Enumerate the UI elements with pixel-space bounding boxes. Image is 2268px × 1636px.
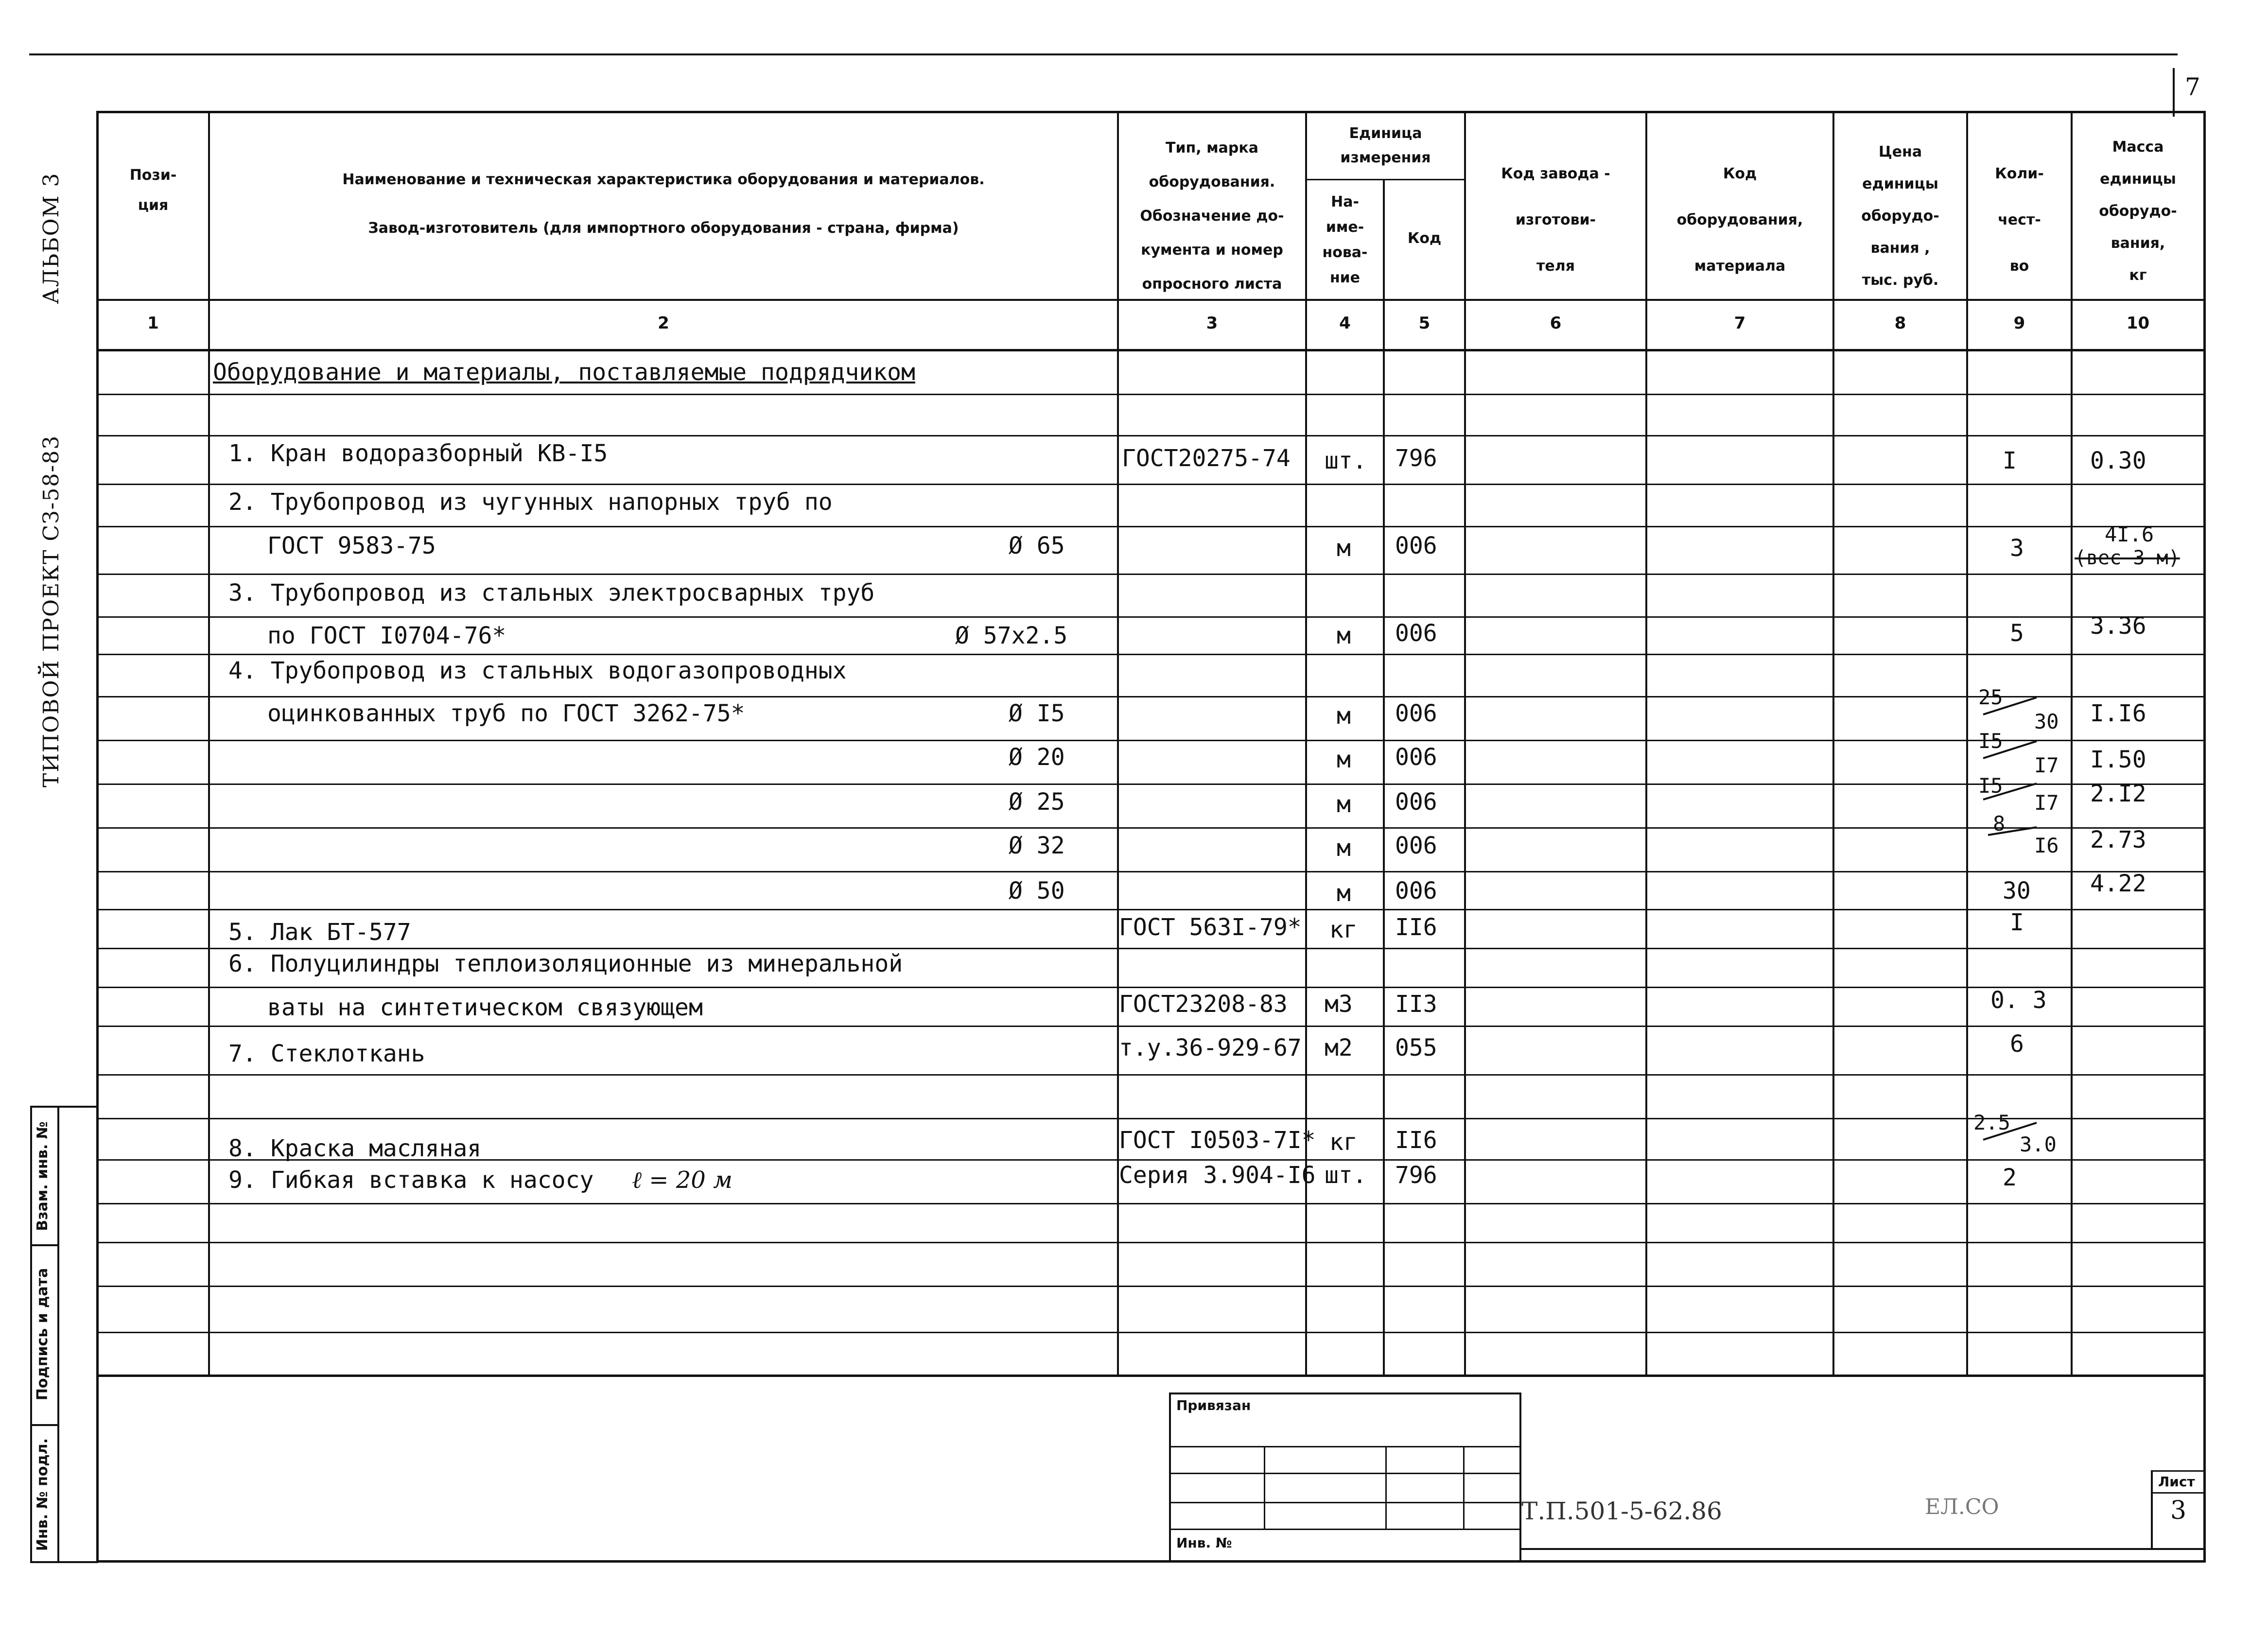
row-7-name: оцинкованных труб по ГОСТ 3262-75* (267, 700, 745, 727)
sheet-box-top (2151, 1470, 2206, 1472)
stamp-sep-2 (30, 1424, 59, 1426)
row-9-diam: Ø 25 (1009, 788, 1065, 816)
row-rule (96, 1286, 2206, 1287)
row-11-unit: м (1337, 880, 1351, 907)
fraction-slashes (1969, 680, 2076, 1166)
row-14-code: II3 (1395, 991, 1437, 1018)
row-14-qty: 0. 3 (1990, 987, 2047, 1014)
row-7-qty-a: 25 (1978, 685, 2003, 709)
slash-r9 (1983, 783, 2037, 800)
tb-h2 (1169, 1473, 1521, 1474)
row-14-name: ваты на синтетическом связующем (267, 994, 703, 1021)
hdr-type: Тип, марка оборудования. Обозначение до- кумента и номер опросного листа (1140, 139, 1284, 293)
row-10-qty-b: I6 (2034, 834, 2059, 857)
row-7-qty-b: 30 (2034, 710, 2059, 733)
row-8-qty-a: I5 (1978, 729, 2003, 753)
row-17-qty: 2 (2003, 1164, 2017, 1191)
row-8-mass: I.50 (2090, 746, 2146, 773)
row-rule (96, 1242, 2206, 1243)
row-15-code: 055 (1395, 1034, 1437, 1062)
colnum-5: 5 (1418, 313, 1431, 333)
row-rule (96, 909, 2206, 910)
row-12-code: II6 (1395, 914, 1437, 941)
sheet-box-left (2151, 1470, 2153, 1548)
colnum-bottom (96, 349, 2206, 351)
row-1-mass: 0.30 (2090, 447, 2146, 474)
row-8-diam: Ø 20 (1009, 744, 1065, 771)
row-16-unit: кг (1329, 1129, 1358, 1156)
row-rule (96, 435, 2206, 436)
page-number-tick (2173, 68, 2175, 117)
table-bottom (96, 1560, 2206, 1563)
row-1-code: 796 (1395, 445, 1437, 472)
row-rule (96, 948, 2206, 949)
row-12-unit: кг (1329, 916, 1358, 943)
row-5-qty: 5 (2010, 620, 2024, 647)
colnum-10: 10 (2126, 313, 2150, 333)
slash-r8 (1983, 741, 2037, 758)
row-16-doc: ГОСТ I0503-7I* (1119, 1127, 1316, 1154)
tb-bottom-rule (1519, 1548, 2206, 1550)
colnum-1: 1 (147, 313, 159, 333)
tb-privyazan: Привязан (1176, 1397, 1251, 1413)
slash-r16 (1983, 1123, 2037, 1140)
row-11-code: 006 (1395, 877, 1437, 905)
row-rule (96, 1118, 2206, 1119)
tb-inv-no: Инв. № (1176, 1535, 1232, 1551)
row-rule (96, 871, 2206, 872)
row-3-qty: 3 (2010, 535, 2024, 562)
row-rule (96, 987, 2206, 988)
row-5-unit: м (1337, 622, 1351, 649)
row-rule (96, 574, 2206, 575)
row-3-code: 006 (1395, 532, 1437, 559)
row-16-qty-a: 2.5 (1973, 1111, 2010, 1134)
tb-top (1169, 1392, 1521, 1394)
row-10-qty-a: 8 (1993, 812, 2006, 835)
row-10-mass: 2.73 (2090, 826, 2146, 853)
row-3-name: ГОСТ 9583-75 (267, 532, 436, 559)
row-rule (96, 616, 2206, 618)
tb-h1 (1169, 1446, 1521, 1447)
row-6-name: 4. Трубопровод из стальных водогазопроводных (228, 657, 847, 684)
hdr-price: Цена единицы оборудо- вания , тыс. руб. (1861, 143, 1939, 289)
vline-7 (1832, 111, 1834, 1375)
row-3-diam: Ø 65 (1009, 532, 1065, 559)
row-12-doc: ГОСТ 563I-79* (1119, 914, 1302, 941)
row-1-unit: шт. (1325, 447, 1367, 474)
row-rule (96, 484, 2206, 485)
row-rule (96, 1203, 2206, 1204)
row-10-unit: м (1337, 835, 1351, 862)
row-5-code: 006 (1395, 620, 1437, 647)
stamp-sep-1 (30, 1244, 59, 1246)
row-1-doc: ГОСТ20275-74 (1122, 445, 1291, 472)
row-rule (96, 1074, 2206, 1076)
vline-5 (1464, 111, 1466, 1375)
row-rule (96, 1026, 2206, 1027)
row-15-doc: т.у.36-929-67 (1119, 1034, 1302, 1062)
row-17-name: 9. Гибкая вставка к насосу (228, 1166, 594, 1194)
top-rule (29, 53, 2178, 55)
stamp-inv-podl: Инв. № подл. (34, 1438, 51, 1551)
row-8-unit: м (1337, 746, 1351, 773)
row-7-mass: I.I6 (2090, 700, 2146, 727)
sheet-number: 3 (2170, 1496, 2187, 1525)
row-9-qty-a: I5 (1978, 774, 2003, 798)
row-9-unit: м (1337, 791, 1351, 818)
hdr-unit: Единица измерения (1340, 125, 1431, 166)
vline-6 (1645, 111, 1647, 1375)
doc-code: Т.П.501-5-62.86 (1521, 1497, 1722, 1525)
row-rule (96, 827, 2206, 829)
row-10-code: 006 (1395, 832, 1437, 859)
tb-v3 (1463, 1446, 1465, 1529)
tb-h4 (1169, 1529, 1521, 1530)
row-1-name: 1. Кран водоразборный КВ-I5 (228, 440, 608, 467)
row-11-diam: Ø 50 (1009, 877, 1065, 905)
colnum-9: 9 (2013, 313, 2025, 333)
hdr-position: Пози- ция (129, 167, 177, 214)
colnum-3: 3 (1206, 313, 1218, 333)
row-rule (96, 654, 2206, 655)
row-16-code: II6 (1395, 1127, 1437, 1154)
row-rule (96, 1375, 2206, 1377)
row-13-name: 6. Полуцилиндры теплоизоляционные из минеральной (228, 950, 903, 977)
row-14-doc: ГОСТ23208-83 (1119, 991, 1288, 1018)
tb-right (1519, 1392, 1521, 1560)
row-5-name: по ГОСТ I0704-76* (267, 622, 506, 649)
table-top (96, 111, 2206, 113)
tb-h3 (1169, 1502, 1521, 1503)
row-10-diam: Ø 32 (1009, 832, 1065, 859)
row-17-doc: Серия 3.904-I6 (1119, 1162, 1316, 1189)
row-rule (96, 696, 2206, 697)
table-right (2203, 111, 2206, 1563)
row-15-name: 7. Стеклоткань (228, 1040, 425, 1067)
vline-4 (1383, 180, 1385, 1375)
colnum-2: 2 (658, 313, 669, 333)
vline-8 (1966, 111, 1968, 1375)
row-12-qty: I (2010, 909, 2024, 936)
project-label: ТИПОВОЙ ПРОЕКТ СЗ-58-83 (39, 435, 64, 787)
slash-r7 (1983, 697, 2037, 714)
row-16-name: 8. Краска масляная (228, 1135, 482, 1162)
row-11-mass: 4.22 (2090, 870, 2146, 897)
row-17-length: ℓ = 20 м (632, 1166, 733, 1194)
sheet-box-mid (2151, 1492, 2206, 1494)
tb-v1 (1264, 1446, 1265, 1529)
row-15-qty: 6 (2010, 1030, 2024, 1058)
row-11-qty: 30 (2003, 877, 2031, 905)
stamp-top (30, 1106, 98, 1108)
row-3-mass-note: (вес 3 м) (2075, 547, 2180, 569)
stamp-vzam-inv: Взам. инв. № (34, 1121, 51, 1231)
row-15-unit: м2 (1325, 1034, 1353, 1062)
colnum-7: 7 (1734, 313, 1746, 333)
row-5-mass: 3.36 (2090, 612, 2146, 640)
sheet-label: Лист (2158, 1474, 2195, 1490)
slash-r10 (1988, 827, 2037, 835)
colnum-4: 4 (1339, 313, 1351, 333)
row-1-qty: I (2003, 447, 2017, 474)
row-7-unit: м (1337, 702, 1351, 730)
stamp-podpis-data: Подпись и дата (34, 1268, 51, 1401)
row-7-diam: Ø I5 (1009, 700, 1065, 727)
album-label: АЛЬБОМ 3 (39, 172, 64, 304)
row-14-unit: м3 (1325, 991, 1353, 1018)
vline-1 (208, 111, 210, 1375)
row-rule (96, 394, 2206, 395)
row-9-qty-b: I7 (2034, 791, 2059, 815)
row-17-code: 796 (1395, 1162, 1437, 1189)
row-9-mass: 2.I2 (2090, 780, 2146, 807)
hdr-name: Наименование и техническая характеристика оборудования и материалов. Завод-изготовитель (для импортного оборудования - страна, фирма) (342, 171, 985, 237)
hdr-unit-code: Код (1407, 230, 1442, 247)
row-rule (96, 1332, 2206, 1333)
row-rule (96, 783, 2206, 785)
hdr-factory-code: Код завода - изготови- теля (1501, 165, 1610, 275)
unit-sub-divider (1305, 179, 1465, 180)
colnum-8: 8 (1894, 313, 1906, 333)
row-9-code: 006 (1395, 788, 1437, 816)
row-8-code: 006 (1395, 744, 1437, 771)
section-title: Оборудование и материалы, поставляемые подрядчиком (213, 359, 915, 386)
tb-v2 (1385, 1446, 1387, 1529)
row-17-unit: шт. (1325, 1162, 1367, 1189)
tb-left (1169, 1392, 1171, 1560)
hdr-mass: Масса единицы оборудо- вания, кг (2099, 139, 2177, 284)
hdr-unit-name: На- име- нова- ние (1322, 193, 1368, 286)
row-rule (96, 740, 2206, 741)
row-8-qty-b: I7 (2034, 753, 2059, 777)
row-3-mass: 4I.6 (2105, 522, 2154, 546)
row-16-qty-b: 3.0 (2020, 1132, 2057, 1156)
row-7-code: 006 (1395, 700, 1437, 727)
doc-suffix: ЕЛ.СО (1925, 1495, 1999, 1519)
stamp-left-border (30, 1106, 32, 1563)
hdr-quantity: Коли- чест- во (1995, 165, 2044, 275)
row-3-unit: м (1337, 535, 1351, 562)
colnum-6: 6 (1550, 313, 1562, 333)
row-5-diam: Ø 57x2.5 (955, 622, 1068, 649)
hdr-material-code: Код оборудования, материала (1676, 165, 1803, 275)
row-12-name: 5. Лак БТ-577 (228, 919, 411, 946)
row-4-name: 3. Трубопровод из стальных электросварных труб (228, 579, 875, 607)
stamp-inner-border (57, 1106, 59, 1563)
row-2-name: 2. Трубопровод из чугунных напорных труб по (228, 488, 833, 516)
page-number: 7 (2185, 73, 2200, 101)
row-rule (96, 526, 2206, 527)
